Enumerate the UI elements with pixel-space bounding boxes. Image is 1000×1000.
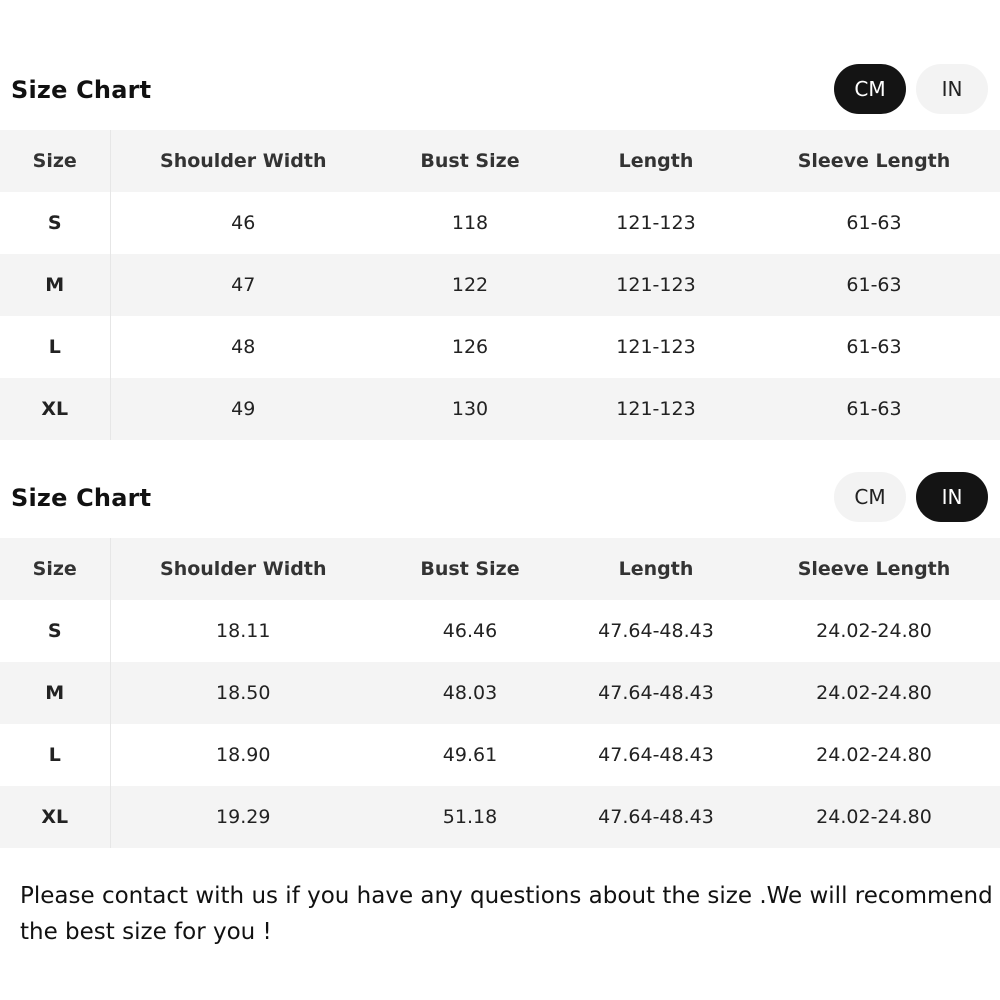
- shoulder-width-cell: 49: [231, 398, 256, 420]
- unit-toggle: [834, 472, 988, 522]
- sleeve-length-cell: 24.02-24.80: [816, 682, 932, 704]
- size-chart-in: [0, 470, 1000, 848]
- table-header-row: [0, 538, 1000, 600]
- sleeve-length-cell: 61-63: [846, 398, 902, 420]
- column-header-sleeve-length: Sleeve Length: [797, 150, 951, 172]
- size-cell: M: [0, 254, 110, 316]
- table-header-row: [0, 130, 1000, 192]
- size-table: [0, 130, 1000, 440]
- sleeve-length-cell: 61-63: [846, 336, 902, 358]
- shoulder-width-cell: 46: [231, 212, 256, 234]
- size-cell: S: [0, 600, 110, 662]
- table-row: [0, 600, 1000, 662]
- contact-note: Please contact with us if you have any questions about the size .We will recommend the best size for you !: [20, 883, 993, 945]
- chart-title: Size Chart: [11, 484, 152, 512]
- table-row: [0, 724, 1000, 786]
- table-row: [0, 786, 1000, 848]
- column-header-shoulder-width: Shoulder Width: [160, 150, 327, 172]
- chart-title: Size Chart: [11, 76, 152, 104]
- column-header-bust-size: Bust Size: [420, 150, 520, 172]
- sleeve-length-cell: 61-63: [846, 212, 902, 234]
- column-header-shoulder-width: Shoulder Width: [160, 558, 327, 580]
- column-header-length: Length: [618, 150, 694, 172]
- column-header-length: Length: [618, 558, 694, 580]
- length-cell: 47.64-48.43: [598, 744, 714, 766]
- bust-size-cell: 48.03: [442, 682, 498, 704]
- shoulder-width-cell: 48: [231, 336, 256, 358]
- bust-size-cell: 118: [451, 212, 489, 234]
- sleeve-length-cell: 24.02-24.80: [816, 620, 932, 642]
- table-row: [0, 192, 1000, 254]
- unit-cm-button[interactable]: CM: [834, 64, 906, 114]
- shoulder-width-cell: 18.11: [216, 620, 271, 642]
- sleeve-length-cell: 24.02-24.80: [816, 806, 932, 828]
- size-cell: XL: [0, 786, 110, 848]
- length-cell: 121-123: [616, 212, 696, 234]
- length-cell: 121-123: [616, 336, 696, 358]
- length-cell: 47.64-48.43: [598, 806, 714, 828]
- column-header-size: Size: [0, 130, 110, 192]
- size-cell: L: [0, 724, 110, 786]
- sleeve-length-cell: 24.02-24.80: [816, 744, 932, 766]
- unit-toggle: [834, 64, 988, 114]
- bust-size-cell: 126: [451, 336, 489, 358]
- column-header-size: Size: [0, 538, 110, 600]
- length-cell: 121-123: [616, 398, 696, 420]
- size-chart-cm: [0, 62, 1000, 440]
- size-cell: XL: [0, 378, 110, 440]
- size-cell: L: [0, 316, 110, 378]
- length-cell: 47.64-48.43: [598, 682, 714, 704]
- length-cell: 121-123: [616, 274, 696, 296]
- table-row: [0, 316, 1000, 378]
- column-header-sleeve-length: Sleeve Length: [797, 558, 951, 580]
- column-header-bust-size: Bust Size: [420, 558, 520, 580]
- bust-size-cell: 130: [451, 398, 489, 420]
- size-table: [0, 538, 1000, 848]
- table-row: [0, 254, 1000, 316]
- chart-header: [0, 62, 1000, 130]
- bust-size-cell: 122: [451, 274, 489, 296]
- shoulder-width-cell: 47: [231, 274, 256, 296]
- shoulder-width-cell: 18.50: [216, 682, 271, 704]
- length-cell: 47.64-48.43: [598, 620, 714, 642]
- unit-in-button[interactable]: IN: [916, 472, 988, 522]
- sleeve-length-cell: 61-63: [846, 274, 902, 296]
- size-cell: S: [0, 192, 110, 254]
- table-row: [0, 662, 1000, 724]
- bust-size-cell: 49.61: [442, 744, 498, 766]
- shoulder-width-cell: 19.29: [216, 806, 271, 828]
- bust-size-cell: 51.18: [442, 806, 498, 828]
- chart-header: [0, 470, 1000, 538]
- unit-cm-button[interactable]: CM: [834, 472, 906, 522]
- shoulder-width-cell: 18.90: [216, 744, 271, 766]
- unit-in-button[interactable]: IN: [916, 64, 988, 114]
- bust-size-cell: 46.46: [442, 620, 498, 642]
- table-row: [0, 378, 1000, 440]
- size-cell: M: [0, 662, 110, 724]
